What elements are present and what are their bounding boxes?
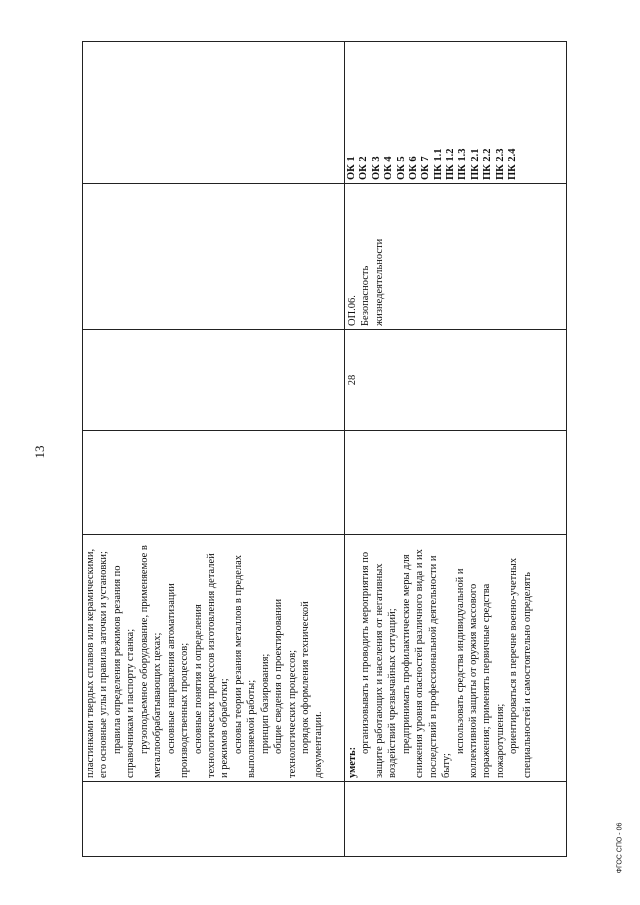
skill-line: специальностей и самостоятельно определять — [521, 572, 533, 778]
competency-code: ПК 2.2 — [482, 148, 494, 180]
skills-list — [359, 538, 534, 778]
row1-discipline-cell — [83, 184, 345, 330]
knowledge-line: и режимов обработки; — [219, 678, 231, 778]
footer-standard-code: ФГОС СПО - 06 — [616, 822, 624, 874]
skill-line: последствий в профессиональной деятельности и — [427, 555, 439, 778]
row2-discipline-cell — [345, 184, 567, 330]
row1-index-cell — [83, 782, 345, 857]
row1-competencies-cell — [83, 42, 345, 184]
discipline-name-line: жизнедеятельности — [373, 238, 385, 326]
knowledge-line: пластинками твердых сплавов или керамическими, — [85, 548, 96, 778]
rotated-table-frame — [82, 42, 566, 857]
rotated-table-wrapper — [82, 42, 566, 857]
knowledge-line: принцип базирования; — [259, 653, 271, 754]
row1-knowledge-cell — [83, 535, 345, 782]
skill-line: быту; — [441, 753, 453, 778]
knowledge-line: основные понятия и определения — [192, 604, 204, 754]
knowledge-line: правила определения режимов резания по — [111, 565, 123, 754]
page-number: 13 — [32, 445, 47, 459]
knowledge-list — [84, 538, 326, 778]
knowledge-line: его основные углы и правила заточки и установки; — [98, 551, 110, 778]
competency-code: ОК 4 — [383, 156, 395, 180]
knowledge-line: общие сведения о проектировании — [273, 598, 285, 754]
competency-code: ПК 1.3 — [457, 148, 469, 180]
row2-max-hours-cell — [345, 431, 567, 535]
knowledge-line: порядок оформления технической — [300, 601, 311, 754]
competency-code: ОК 6 — [407, 156, 419, 180]
knowledge-line: основные направления автоматизации — [165, 583, 177, 754]
row2-hours-cell — [345, 330, 567, 431]
knowledge-line: документации. — [313, 711, 325, 778]
row1-hours-cell — [83, 330, 345, 431]
competency-code: ОК 3 — [370, 156, 382, 180]
skill-line: поражения; применять первичные средства — [481, 583, 493, 778]
row2-skills-cell — [345, 535, 567, 782]
skill-line: снижения уровня опасностей различного вида и их — [414, 549, 426, 778]
knowledge-line: металлообрабатывающих цехах; — [152, 632, 164, 778]
skill-line: использовать средства индивидуальной и — [454, 568, 466, 754]
skill-line: защите работающих и населения от негативных — [373, 563, 385, 778]
row2-index-cell — [345, 782, 567, 857]
competency-code: ОК 5 — [395, 156, 407, 180]
competency-code: ПК 1.2 — [445, 148, 456, 180]
skill-line: пожаротушения; — [494, 703, 506, 778]
competency-code: ПК 2.4 — [506, 148, 518, 180]
table-row — [83, 42, 345, 857]
discipline — [346, 187, 386, 326]
skill-line: ориентироваться в перечне военно-учетных — [508, 557, 520, 754]
skill-line: организовывать и проводить мероприятия по — [360, 551, 372, 754]
competency-code: ОК 2 — [358, 156, 370, 180]
skills-label: уметь: — [347, 746, 358, 778]
skill-line: предпринимать профилактические меры для — [400, 554, 412, 754]
skill-line: воздействий чрезвычайных ситуаций; — [387, 608, 399, 778]
table-row — [345, 42, 567, 857]
discipline-code: ОП.06. — [347, 295, 358, 326]
knowledge-line: технологических процессов изготовления деталей — [205, 553, 217, 778]
curriculum-table — [82, 41, 567, 857]
competency-code: ОК 7 — [420, 156, 432, 180]
knowledge-line: справочникам и паспорту станка; — [125, 628, 137, 778]
knowledge-line: производственных процессов; — [179, 642, 191, 778]
competency-code: ПК 1.1 — [432, 148, 444, 180]
knowledge-line: основы теории резания металлов в пределах — [232, 554, 244, 754]
competency-list — [346, 45, 519, 180]
row2-competencies-cell — [345, 42, 567, 184]
knowledge-line: грузоподъемное оборудование, применяемое в — [138, 545, 150, 754]
competency-code: ПК 2.3 — [494, 148, 506, 180]
row1-max-hours-cell — [83, 431, 345, 535]
competency-code: ОК 1 — [346, 156, 357, 180]
competency-code: ПК 2.1 — [469, 148, 481, 180]
knowledge-line: выполняемой работы; — [246, 679, 258, 778]
skill-line: коллективной защиты от оружия массового — [467, 583, 479, 778]
knowledge-line: технологических процессов; — [286, 649, 298, 778]
hours-value: 28 — [347, 374, 358, 386]
discipline-name-line: Безопасность — [360, 265, 372, 326]
